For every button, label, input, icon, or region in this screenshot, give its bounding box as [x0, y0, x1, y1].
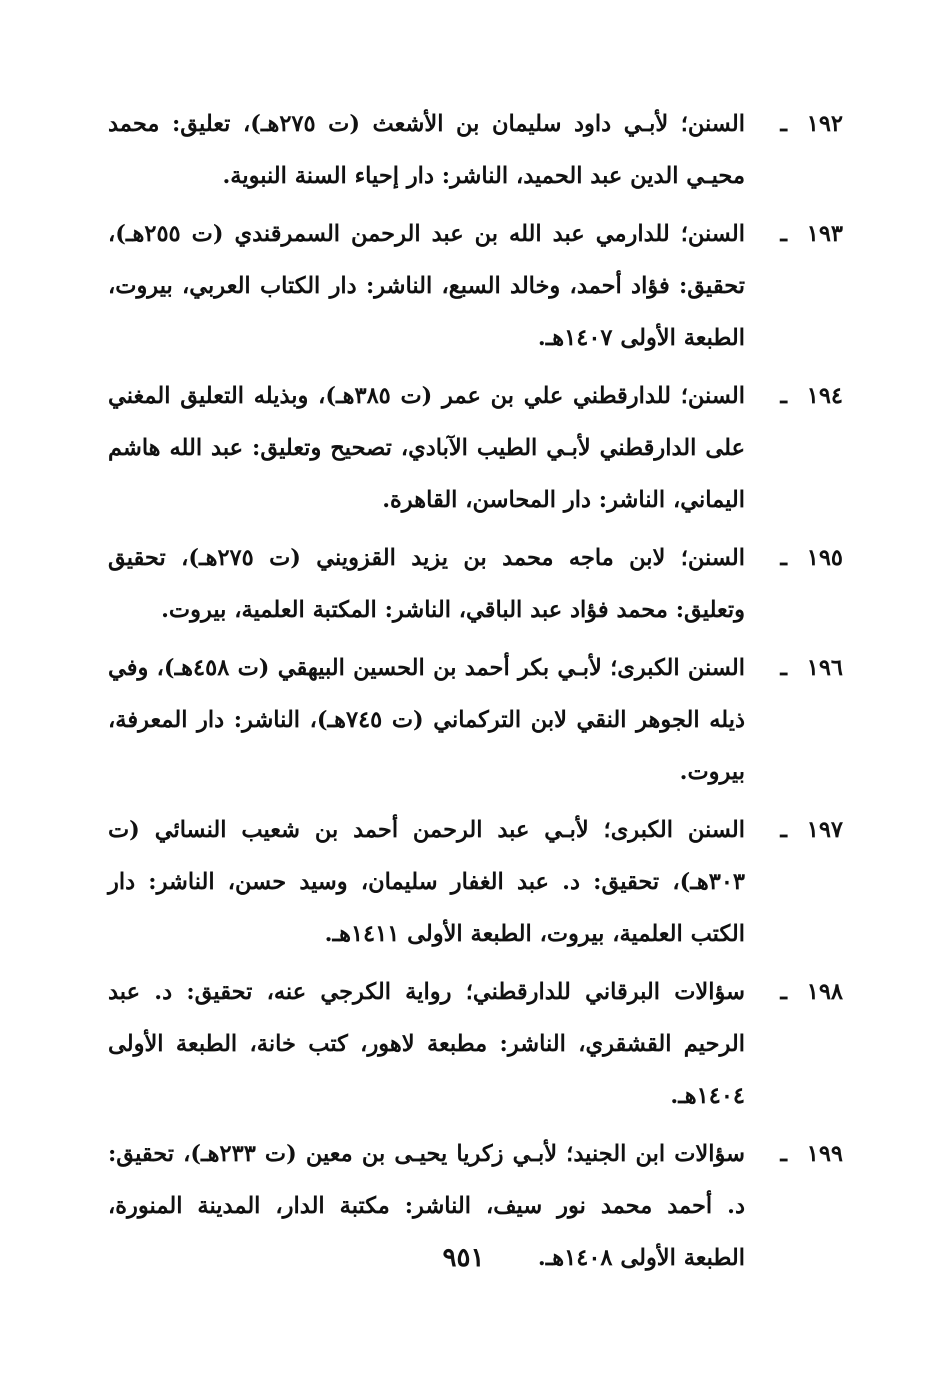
- entry-number: ١٩٦: [806, 655, 843, 681]
- entry-dash: ـ: [780, 111, 787, 137]
- entry-number: ١٩٨: [806, 979, 843, 1005]
- entry-dash: ـ: [780, 817, 787, 843]
- entry-dash: ـ: [780, 1141, 787, 1167]
- entry-number: ١٩٩: [806, 1141, 843, 1167]
- bibliography-entry: [108, 370, 843, 526]
- entry-text: السنن الكبرى؛ لأبـي بكر أحمد بن الحسين البيهقي (ت ٤٥٨هـ)، وفي ذيله الجوهر النقي لابن التركماني (ت ٧٤٥هـ)، الناشر: دار المعرفة، بيروت.: [108, 655, 745, 785]
- entry-text: سؤالات ابن الجنيد؛ لأبـي زكريا يحيـى بن معين (ت ٢٣٣هـ)، تحقيق: د. أحمد محمد نور سيف، الناشر: مكتبة الدار، المدينة المنورة، الطبعة الأولى ١٤٠٨هـ.: [108, 1141, 745, 1271]
- entry-dash: ـ: [780, 545, 787, 571]
- entry-text: سؤالات البرقاني للدارقطني؛ رواية الكرجي عنه، تحقيق: د. عبد الرحيم القشقري، الناشر: مطبعة لاهور، كتب خانة، الطبعة الأولى ١٤٠٤هـ.: [108, 979, 745, 1109]
- entry-text: السنن؛ لابن ماجه محمد بن يزيد القزويني (ت ٢٧٥هـ)، تحقيق وتعليق: محمد فؤاد عبد الباقي، الناشر: المكتبة العلمية، بيروت.: [108, 545, 746, 623]
- bibliography-entry: [108, 208, 843, 364]
- entry-number: ١٩٧: [806, 817, 843, 843]
- entry-text: السنن؛ لأبـي داود سليمان بن الأشعث (ت ٢٧٥هـ)، تعليق: محمد محيـي الدين عبد الحميد، الناشر: دار إحياء السنة النبوية.: [108, 111, 745, 189]
- entry-dash: ـ: [780, 221, 787, 247]
- entry-number: ١٩٣: [806, 221, 843, 247]
- entry-dash: ـ: [780, 979, 787, 1005]
- entry-number: ١٩٤: [806, 383, 843, 409]
- bibliography-entry: [108, 804, 843, 960]
- bibliography-entry: [108, 532, 843, 636]
- bibliography-list: [108, 98, 843, 1290]
- entry-text: السنن الكبرى؛ لأبـي عبد الرحمن أحمد بن شعيب النسائي (ت ٣٠٣هـ)، تحقيق: د. عبد الغفار سليمان، وسيد حسن، الناشر: دار الكتب العلمية، بيروت، الطبعة الأولى ١٤١١هـ.: [108, 817, 745, 947]
- entry-number: ١٩٥: [806, 545, 843, 571]
- entry-text: السنن؛ للدارمي عبد الله بن عبد الرحمن السمرقندي (ت ٢٥٥هـ)، تحقيق: فؤاد أحمد، وخالد السبع، الناشر: دار الكتاب العربي، بيروت، الطبعة الأولى ١٤٠٧هـ.: [108, 221, 745, 351]
- entry-dash: ـ: [780, 655, 787, 681]
- bibliography-entry: [108, 642, 843, 798]
- entry-text: السنن؛ للدارقطني علي بن عمر (ت ٣٨٥هـ)، وبذيله التعليق المغني على الدارقطني لأبـي الطيب الآبادي، تصحيح وتعليق: عبد الله هاشم اليماني، الناشر: دار المحاسن، القاهرة.: [108, 383, 745, 513]
- bibliography-entry: [108, 966, 843, 1122]
- page-number: ٩٥١: [442, 1243, 485, 1273]
- entry-number: ١٩٢: [806, 111, 843, 137]
- entry-dash: ـ: [780, 383, 787, 409]
- bibliography-entry: [108, 98, 843, 202]
